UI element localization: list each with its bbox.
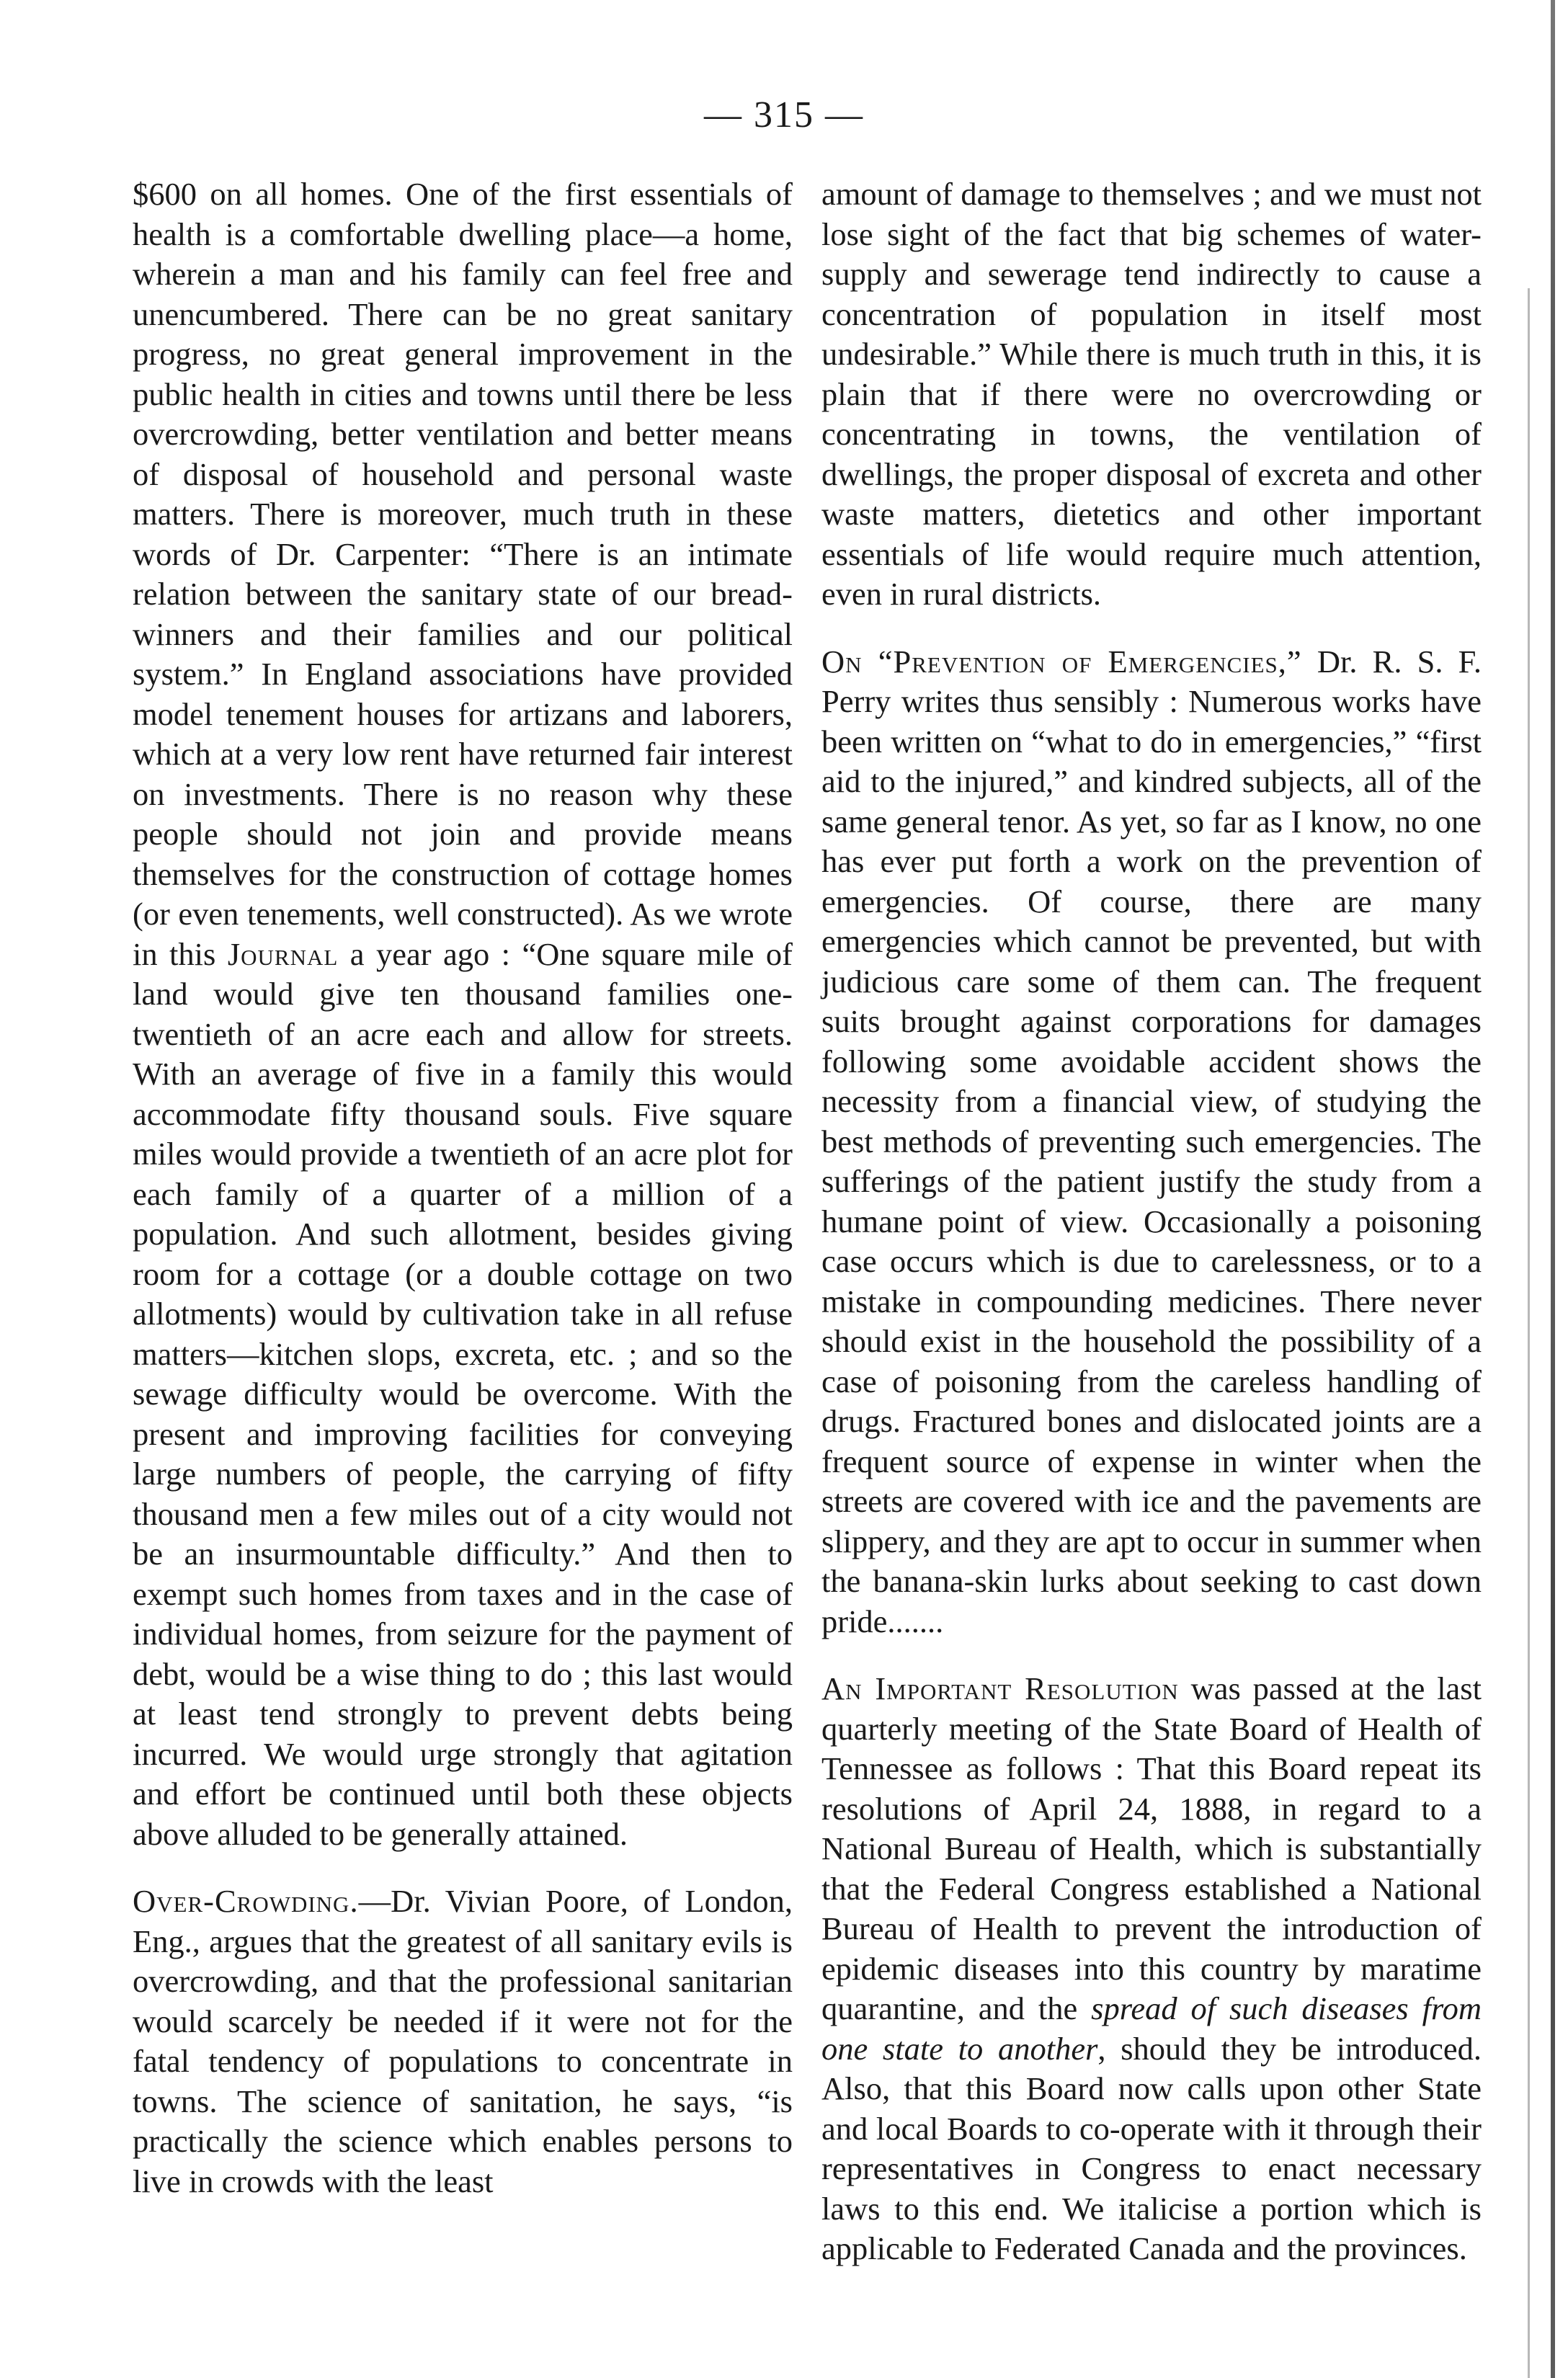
page-edge-shadow-inner — [1528, 288, 1530, 2378]
paragraph-homes-text-cont: a year ago : “One square mile of land would give ten thousand families one-twentieth of an acre each and allow for streets. With an average of five in a family this would accommodate fifty thousand souls. Five square miles would provide a twentieth of an acre plot for each family of a quarter of a million of a population. And such allotment, besides giving room for a cottage (or a double cottage on two allotments) would by cultivation take in all refuse matters—kitchen slops, excreta, etc. ; and so the sewage difficulty would be overcome. With the present and improving facilities for conveying large numbers of people, the carrying of fifty thousand men a few miles out of a city would not be an insurmountable difficulty.” And then to exempt such homes from taxes and in the case of individual homes, from seizure for the payment of debt, would be a wise thing to do ; this last would at least tend strongly to prevent debts being incurred. We would urge strongly that agitation and effort be continued until both these objects above alluded to be generally attained. — [133, 935, 793, 1852]
paragraph-homes — [133, 174, 793, 1854]
paragraph-resolution — [821, 1669, 1482, 2269]
paragraph-emergencies — [821, 642, 1482, 1642]
paragraph-homes-text: $600 on all homes. One of the first essentials of health is a comfortable dwelling place—a home, wherein a man and his family can feel free and unencumbered. There can be no great sanitary progress, no great general improvement in the public health in cities and towns until there be less overcrowding, better ventilation and better means of disposal of household and personal waste matters. There is moreover, much truth in these words of Dr. Carpenter: “There is an intimate relation between the sanitary state of our bread-winners and their families and our political system.” In England associations have provided model tenement houses for artizans and laborers, which at a very low rent have returned fair interest on investments. There is no reason why these people should not join and provide means themselves for the construction of cottage homes (or even tenements, well constructed). As we wrote in this — [133, 176, 793, 972]
paragraph-resolution-text-cont: , should they be introduced. Also, that this Board now calls upon other State and local Boards to co-operate with it through their representatives in Congress to enact necessary laws to this end. We italicise a portion which is applicable to Federated Canada and the provinces. — [821, 2030, 1482, 2266]
paragraph-resolution-text: was passed at the last quarterly meeting of the State Board of Health of Tennessee as follows : That this Board repeat its resolutions of April 24, 1888, in regard to a National Bureau of Health, which is substantially that the Federal Congress established a National Bureau of Health to prevent the introduction of epidemic diseases into this country by maratime quarantine, and the — [821, 1670, 1482, 2026]
paragraph-emergencies-text: Dr. R. S. F. Perry writes thus sensibly : Numerous works have been written on “what to do in emergencies,” “first aid to the injured,” and kindred subjects, all of the same general tenor. As yet, so far as I know, no one has ever put forth a work on the prevention of emergencies. Of course, there are many emergencies which cannot be prevented, but with judicious care some of them can. The frequent suits brought against corporations for damages following some avoidable accident shows the necessity from a financial view, of studying the best methods of preventing such emergencies. The sufferings of the patient justify the study from a humane point of view. Occasionally a poisoning case occurs which is due to carelessness, or to a mistake in compounding medicines. There never should exist in the household the possibility of a case of poisoning from the careless handling of drugs. Fractured bones and dislocated joints are a frequent source of expense in winter when the streets are covered with ice and the pavements are slippery, and they are apt to occur in summer when the banana-skin lurks about seeking to cast down pride....... — [821, 643, 1482, 1639]
page-number: — 315 — — [704, 94, 864, 135]
section-heading-resolution: An Important Resolution — [821, 1670, 1179, 1706]
section-heading-overcrowding: Over-Crowding. — [133, 1883, 359, 1919]
page-edge-shadow — [1551, 0, 1555, 2378]
left-column — [133, 174, 793, 2201]
paragraph-overcrowding-cont — [821, 174, 1482, 615]
right-column — [821, 174, 1482, 2269]
section-heading-emergencies: On “Prevention of Emergencies,” — [821, 643, 1302, 680]
paragraph-overcrowding-cont-text: amount of damage to themselves ; and we must not lose sight of the fact that big schemes of water-supply and sewerage tend indirectly to cause a concentration of population in itself most undesirable.” While there is much truth in this, it is plain that if there were no overcrowding or concentrating in towns, the ventilation of dwellings, the proper disposal of excreta and other waste matters, dietetics and other important essentials of life would require much attention, even in rural districts. — [821, 176, 1482, 612]
paragraph-overcrowding-text: —Dr. Vivian Poore, of London, Eng., argues that the greatest of all sanitary evils is overcrowding, and that the professional sanitarian would scarcely be needed if it were not for the fatal tendency of populations to concentrate in towns. The science of sanitation, he says, “is practically the science which enables persons to live in crowds with the least — [133, 1883, 793, 2199]
paragraph-overcrowding — [133, 1882, 793, 2201]
journal-name: Journal — [227, 935, 339, 972]
italic-passage: spread of such diseases from one state to another — [821, 1990, 1482, 2067]
